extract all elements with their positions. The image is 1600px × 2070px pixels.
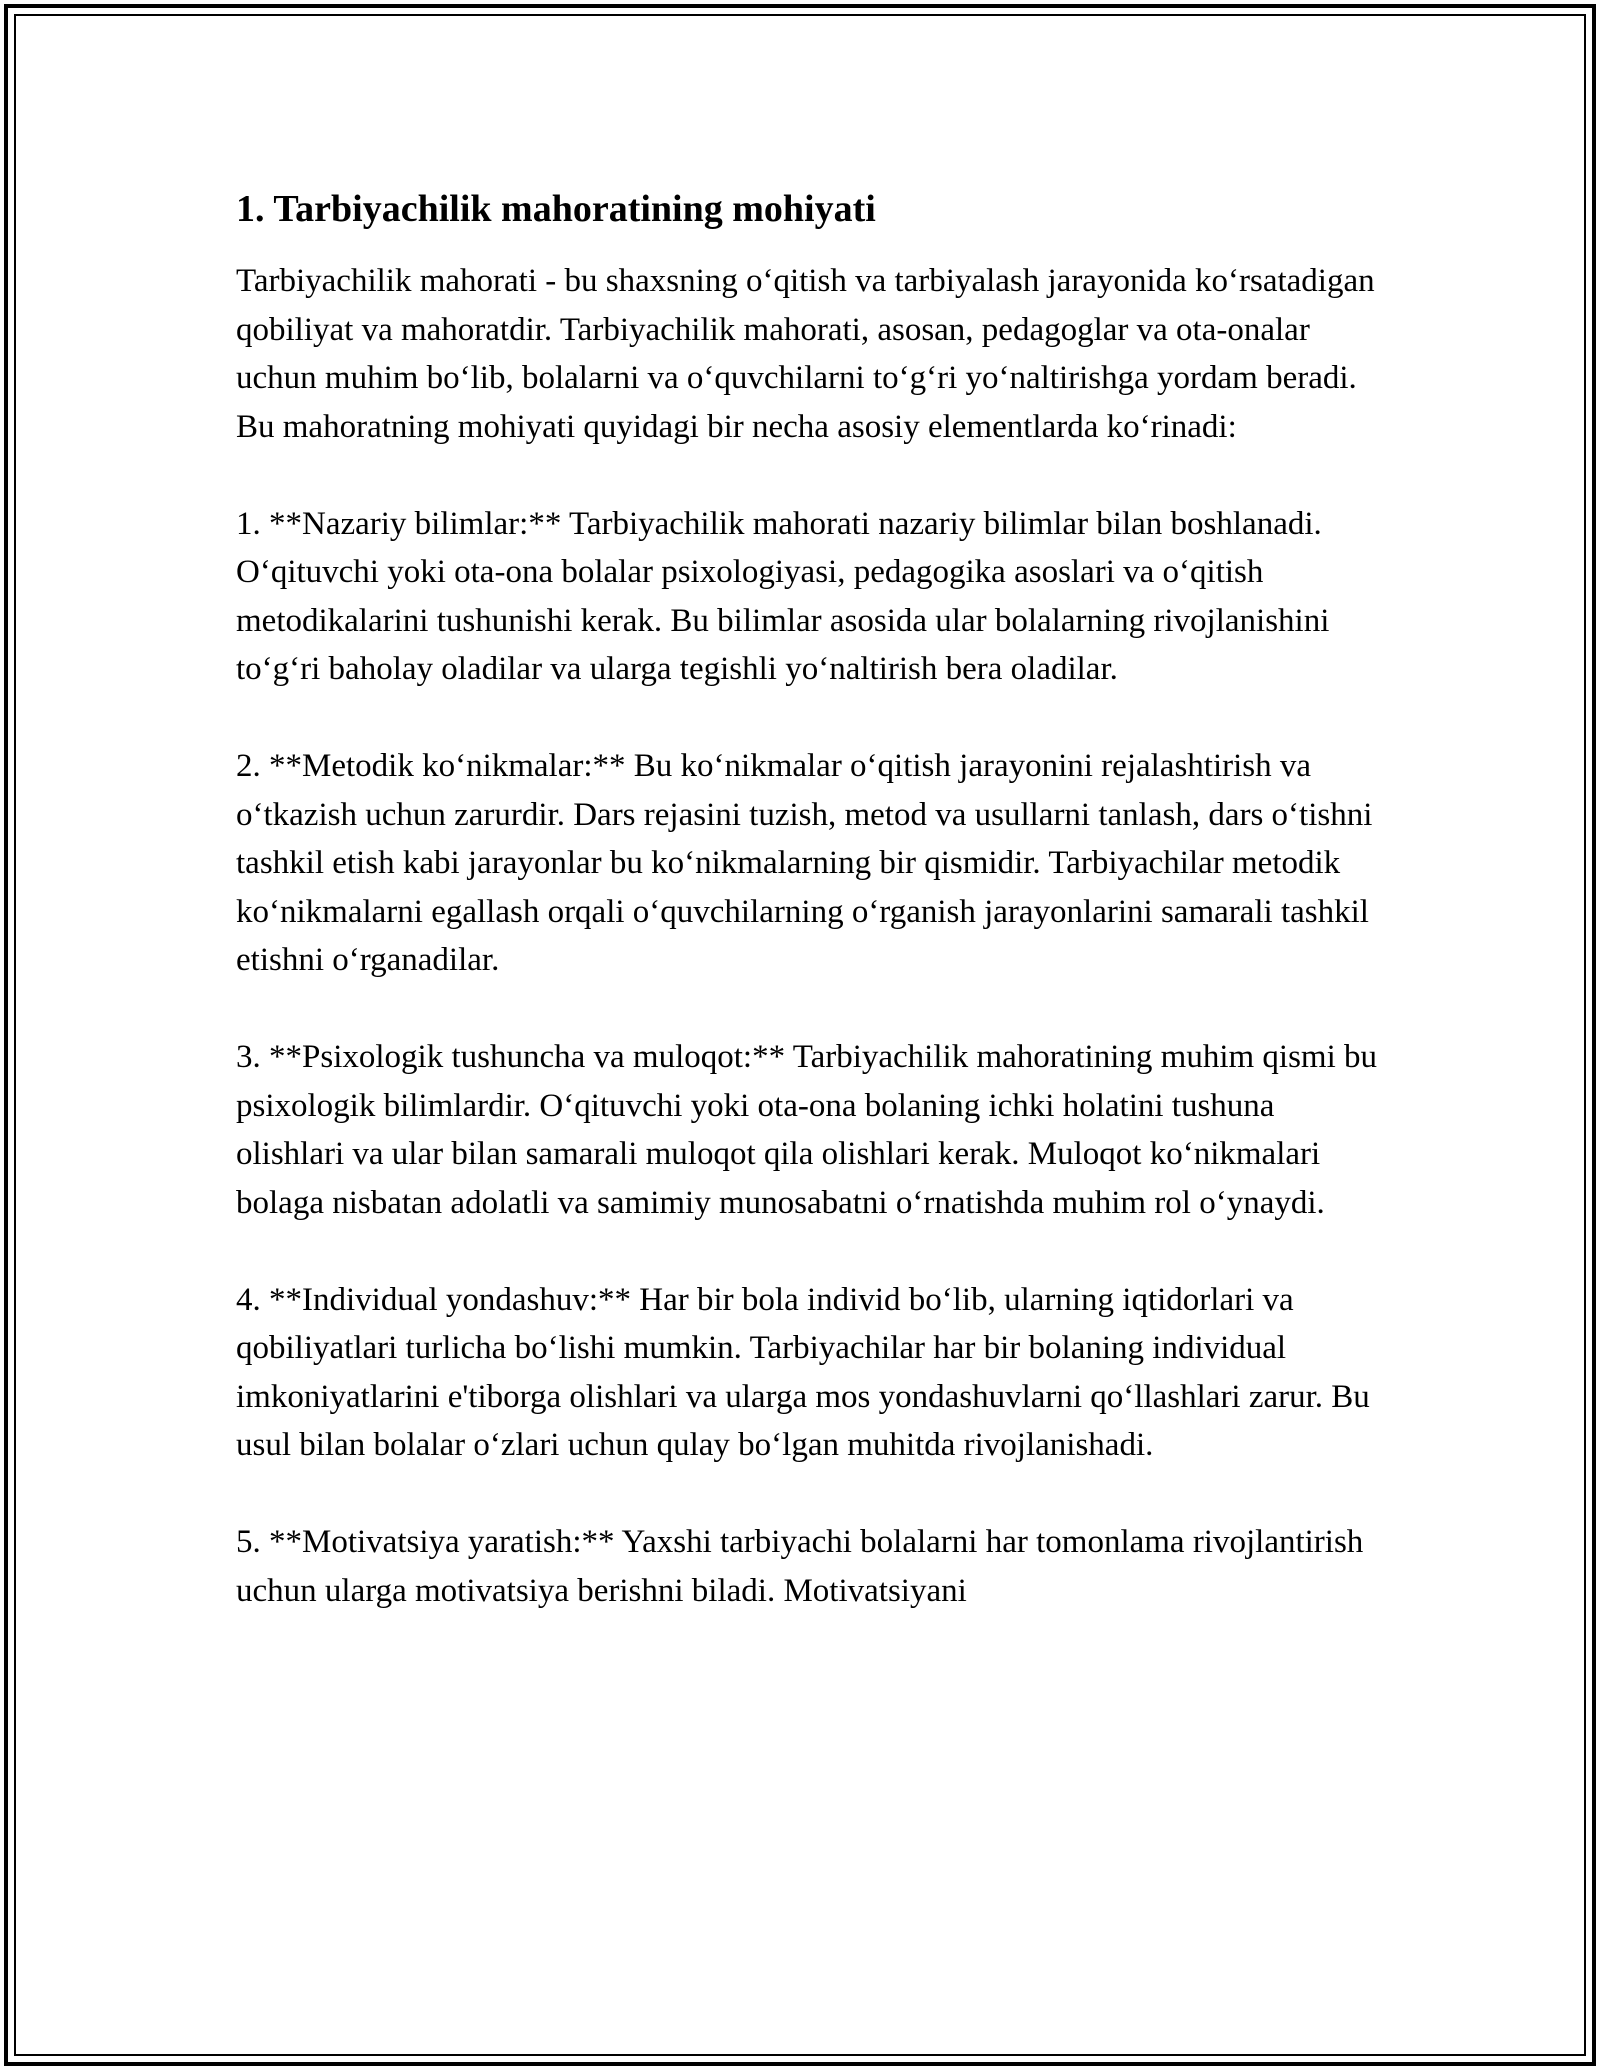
item-motivation: 5. **Motivatsiya yaratish:** Yaxshi tarbiyachi bolalarni har tomonlama rivojlantirish uchun ularga motivatsiya berishni biladi. Motivatsiyani (236, 1524, 1364, 1609)
section-heading: 1. Tarbiyachilik mahoratining mohiyati (236, 188, 876, 230)
document-body (236, 185, 1386, 1664)
item-theoretical-knowledge: 1. **Nazariy bilimlar:** Tarbiyachilik mahorati nazariy bilimlar bilan boshlanadi. O‘qituvchi yoki ota-ona bolalar psixologiyasi, pedagogika asoslari va o‘qitish metodikalarini tushunishi kerak. Bu bilimlar asosida ular bolalarning rivojlanishini to‘g‘ri baholay oladilar va ularga tegishli yo‘naltirish bera oladilar. (236, 505, 1330, 687)
item-individual-approach: 4. **Individual yondashuv:** Har bir bola individ bo‘lib, ularning iqtidorlari va qobiliyatlari turlicha bo‘lishi mumkin. Tarbiyachilar har bir bolaning individual imkoniyatlarini e'tiborga olishlari va ularga mos yondashuvlarni qo‘llashlari zarur. Bu usul bilan bolalar o‘zlari uchun qulay bo‘lgan muhitda rivojlanishadi. (236, 1281, 1370, 1463)
item-psychological-understanding: 3. **Psixologik tushuncha va muloqot:** Tarbiyachilik mahoratining muhim qismi bu psixologik bilimlardir. O‘qituvchi yoki ota-ona bolaning ichki holatini tushuna olishlari va ular bilan samarali muloqot qila olishlari kerak. Muloqot ko‘nikmalari bolaga nisbatan adolatli va samimiy munosabatni o‘rnatishda muhim rol o‘ynaydi. (236, 1039, 1377, 1221)
intro-paragraph: Tarbiyachilik mahorati - bu shaxsning o‘qitish va tarbiyalash jarayonida ko‘rsatadigan qobiliyat va mahoratdir. Tarbiyachilik mahorati, asosan, pedagoglar va ota-onalar uchun muhim bo‘lib, bolalarni va o‘quvchilarni to‘g‘ri yo‘naltirishga yordam beradi. Bu mahoratning mohiyati quyidagi bir necha asosiy elementlarda ko‘rinadi: (236, 263, 1375, 445)
item-methodical-skills: 2. **Metodik ko‘nikmalar:** Bu ko‘nikmalar o‘qitish jarayonini rejalashtirish va o‘tkazish uchun zarurdir. Dars rejasini tuzish, metod va usullarni tanlash, dars o‘tishni tashkil etish kabi jarayonlar bu ko‘nikmalarning bir qismidir. Tarbiyachilar metodik ko‘nikmalarni egallash orqali o‘quvchilarning o‘rganish jarayonlarini samarali tashkil etishni o‘rganadilar. (236, 748, 1373, 978)
